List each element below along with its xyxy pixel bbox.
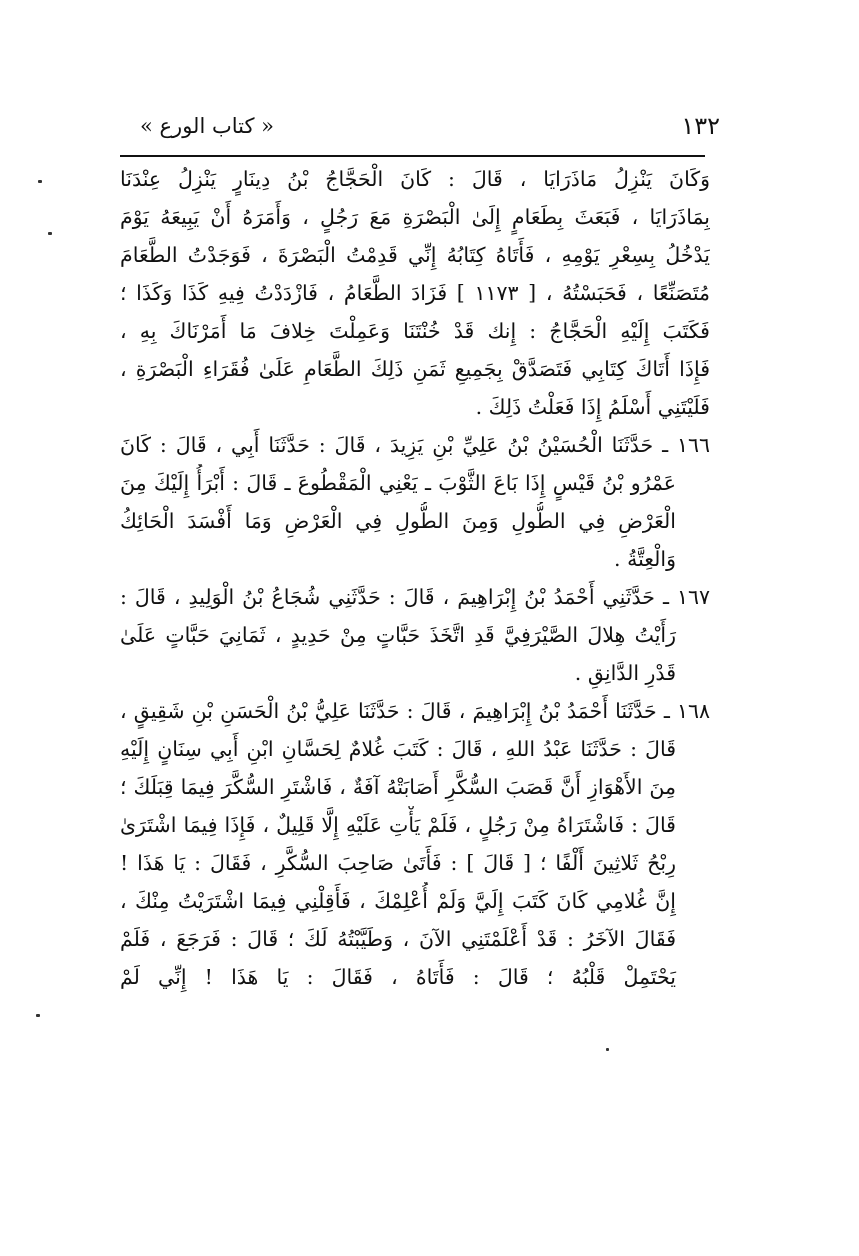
entry-167-line: ١٦٧ ـ حَدَّثَنِي أَحْمَدُ بْنُ إِبْرَاهِيمَ ، قَالَ : حَدَّثَنِي شُجَاعُ بْنُ الْوَلِيدِ ، قَالَ : xyxy=(120,585,710,609)
text-line: يَدْخُلُ بِسِعْرِ يَوْمِهِ ، فَأَتَاهُ كِتَابُهُ إِنِّي قَدِمْتُ الْبَصْرَةَ ، فَوَجَدْتُ الطَّعَامَ xyxy=(120,243,710,267)
text-line: عَمْرُو بْنُ قَيْسٍ إِذَا بَاعَ الثَّوْبَ ـ يَعْنِي الْمَقْطُوعَ ـ قَالَ : أَبْرَأُ إِلَيْكَ مِنَ xyxy=(120,471,676,495)
text-line: فَلَيْتَنِي أَسْلَمُ إِذَا فَعَلْتُ ذَلِكَ . xyxy=(475,395,710,419)
text-line: الْعَرْضِ فِي الطُّولِ وَمِنَ الطُّولِ فِي الْعَرْضِ وَمَا أَفْسَدَ الْحَائِكُ xyxy=(120,509,676,533)
text-line: وَالْعِتَّةُ . xyxy=(614,547,676,571)
entry-168-line: ١٦٨ ـ حَدَّثَنَا أَحْمَدُ بْنُ إِبْرَاهِيمَ ، قَالَ : حَدَّثَنَا عَلِيُّ بْنُ الْحَسَنِ بْنِ شَقِيقٍ ، xyxy=(120,699,710,723)
text-line: رِبْحُ ثَلاثِينَ أَلْفًا ؛ [ قَالَ ] : فَأَتَىٰ صَاحِبَ السُّكَّرِ ، فَقَالَ : يَا هَذَا ! xyxy=(120,851,676,875)
header-rule xyxy=(120,155,705,157)
text-line: مُتَصَنِّعًا ، فَحَبَسْتُهُ ، [ ١١٧٣ ] فَزَادَ الطَّعَامُ ، فَازْدَدْتُ فِيهِ كَذَا وَكَذَا ؛ xyxy=(120,281,710,305)
scan-speck xyxy=(606,1048,609,1051)
entry-166-line: ١٦٦ ـ حَدَّثَنَا الْحُسَيْنُ بْنُ عَلِيِّ بْنِ يَزِيدَ ، قَالَ : حَدَّثَنَا أَبِي ، قَالَ : كَانَ xyxy=(120,433,710,457)
text-line: قَالَ : حَدَّثَنَا عَبْدُ اللهِ ، قَالَ : كَتَبَ غُلامٌ لِحَسَّانِ ابْنِ أَبِي سِنَانٍ إِلَيْهِ xyxy=(120,737,676,761)
main-text xyxy=(120,160,710,996)
text-line: قَالَ : فَاشْتَرَاهُ مِنْ رَجُلٍ ، فَلَمْ يَأْتِ عَلَيْهِ إِلَّا قَلِيلٌ ، فَإِذَا فِيمَا اشْتَرَىٰ xyxy=(120,813,676,837)
text-line: رَأَيْتُ هِلالَ الصَّيْرَفِيَّ قَدِ اتَّخَذَ حَبَّاتٍ مِنْ حَدِيدٍ ، ثَمَانِيَ حَبَّاتٍ عَلَىٰ xyxy=(120,623,676,647)
scan-speck xyxy=(48,232,52,235)
running-title: « كتاب الورع » xyxy=(140,114,274,138)
text-line: إِنَّ غُلامِي كَانَ كَتَبَ إِلَيَّ وَلَمْ أُعْلِمْكَ ، فَأَقِلْنِي فِيمَا اشْتَرَيْتُ مِنْكَ ، xyxy=(120,889,676,913)
text-line: بِمَاذَرَايَا ، فَبَعَثَ بِطَعَامٍ إِلَىٰ الْبَصْرَةِ مَعَ رَجُلٍ ، وَأَمَرَهُ أَنْ يَبِيعَهُ يَوْمَ xyxy=(120,205,710,229)
text-line: قَدْرِ الدَّانِقِ . xyxy=(574,661,676,685)
scan-speck xyxy=(36,1014,40,1017)
scan-speck xyxy=(38,180,42,183)
text-line: فَإِذَا أَتَاكَ كِتَابِي فَتَصَدَّقْ بِجَمِيعِ ثَمَنِ ذَلِكَ الطَّعَامِ عَلَىٰ فُقَرَاءِ الْبَصْرَةِ ، xyxy=(120,357,710,381)
text-line: وَكَانَ يَنْزِلُ مَاذَرَايَا ، قَالَ : كَانَ الْحَجَّاجُ بْنُ دِينَارٍ يَنْزِلُ عِنْدَنَا xyxy=(120,167,710,191)
text-line: يَحْتَمِلْ قَلْبُهُ ؛ قَالَ : فَأَتَاهُ ، فَقَالَ : يَا هَذَا ! إِنِّي لَمْ xyxy=(120,965,676,989)
page-number: ١٣٢ xyxy=(681,112,720,140)
text-line: مِنَ الأَهْوَازِ أَنَّ قَصَبَ السُّكَّرِ أَصَابَتْهُ آفَةٌ ، فَاشْتَرِ السُّكَّرَ فِيمَا قِبَلَكَ ؛ xyxy=(120,775,676,799)
text-line: فَكَتَبَ إِلَيْهِ الْحَجَّاجُ : إِنك قَدْ خُنْتَنَا وَعَمِلْتَ خِلافَ مَا أَمَرْنَاكَ بِهِ ، xyxy=(120,319,710,343)
text-line: فَقَالَ الآخَرُ : قَدْ أَعْلَمْتَنِي الآنَ ، وَطَيَّبْتُهُ لَكَ ؛ قَالَ : فَرَجَعَ ، فَلَمْ xyxy=(120,927,676,951)
page-header xyxy=(120,112,720,152)
